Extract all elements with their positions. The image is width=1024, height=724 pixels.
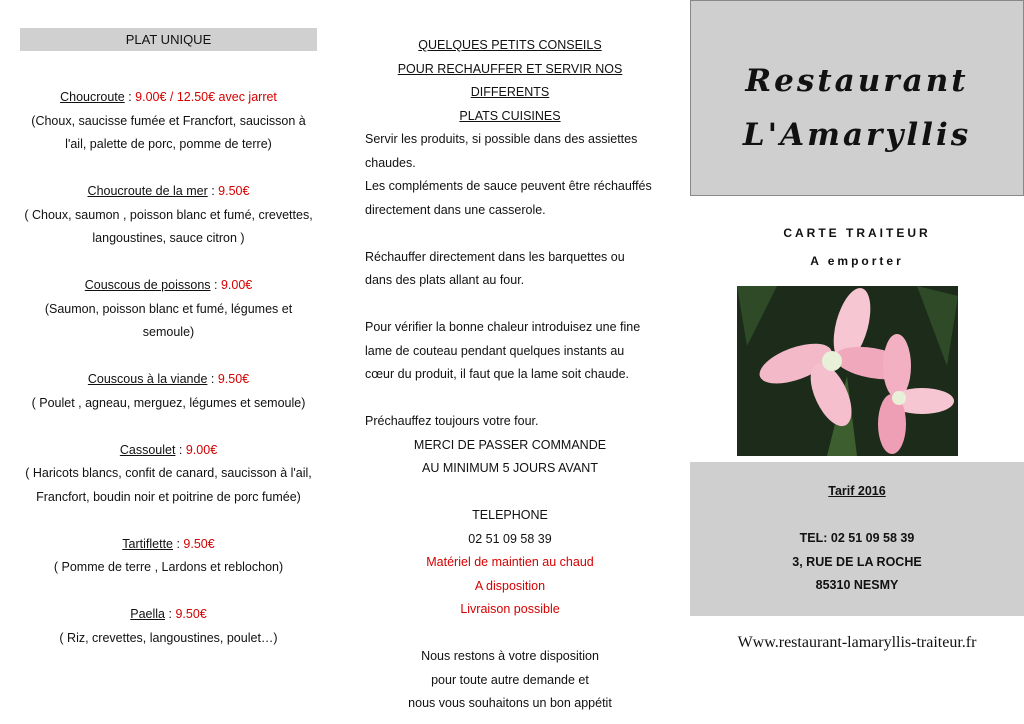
contact-tel: TEL: 02 51 09 58 39 [799, 531, 915, 545]
advice-title-2: POUR RECHAUFFER ET SERVIR NOS DIFFERENTS [397, 61, 623, 99]
closing-line-1: Nous restons à votre disposition [421, 649, 599, 663]
dish-description: ( Haricots blancs, confit de canard, saucisson à l'ail, Francfort, boudin noir et poitrine de porc fumée) [25, 466, 312, 504]
advice-column [365, 34, 655, 716]
dish-price: 9.50€ [217, 372, 250, 386]
dish-name: Couscous de poissons [84, 278, 211, 292]
restaurant-title: Restaurant [745, 63, 969, 99]
dish-price: 9.00€ [185, 442, 218, 457]
phone-label: TELEPHONE [472, 508, 548, 522]
address-line-2: 85310 NESMY [815, 578, 899, 592]
order-line-1: MERCI DE PASSER COMMANDE [413, 437, 607, 452]
menu-header: PLAT UNIQUE [20, 28, 317, 51]
title-box [690, 0, 1024, 196]
availability-note: A disposition [474, 578, 546, 593]
carte-traiteur: CARTE TRAITEUR [783, 226, 931, 240]
dish-name: Couscous à la viande [87, 372, 208, 386]
amaryllis-photo [737, 286, 958, 456]
address-line-1: 3, RUE DE LA ROCHE [792, 554, 922, 569]
dish-description: ( Poulet , agneau, merguez, légumes et semoule) [31, 395, 306, 410]
dish-description: ( Riz, crevettes, langoustines, poulet…) [59, 630, 278, 645]
menu-dish: Choucroute de la mer : 9.50€ ( Choux, saumon , poisson blanc et fumé, crevettes, langoustines, sauce citron ) [20, 180, 317, 251]
menu-dish: Paella : 9.50€ ( Riz, crevettes, langoustines, poulet…) [20, 603, 317, 650]
phone-number: 02 51 09 58 39 [468, 531, 552, 546]
advice-title-1: QUELQUES PETITS CONSEILS [418, 38, 602, 52]
dish-name: Choucroute de la mer [87, 184, 208, 198]
dish-price: 9.00€ [220, 278, 253, 292]
advice-p2: Les compléments de sauce peuvent être réchauffés directement dans une casserole. [365, 179, 652, 217]
advice-p5: Préchauffez toujours votre four. [365, 414, 539, 428]
tarif: Tarif 2016 [828, 484, 886, 498]
restaurant-name: L'Amaryllis [742, 117, 972, 153]
delivery-note: Livraison possible [460, 602, 560, 616]
dish-price: 9.50€ [218, 184, 250, 198]
dish-description: ( Pomme de terre , Lardons et reblochon) [53, 560, 284, 574]
dish-name: Tartiflette [122, 536, 173, 551]
closing-line-2: pour toute autre demande et [431, 672, 589, 687]
dish-price: 9.50€ [183, 536, 215, 551]
dish-description: (Saumon, poisson blanc et fumé, légumes et semoule) [44, 301, 293, 339]
closing-line-3: nous vous souhaitons un bon appétit [408, 696, 612, 710]
menu-column [20, 28, 317, 674]
menu-dish: Tartiflette : 9.50€ ( Pomme de terre , Lardons et reblochon) [20, 533, 317, 580]
menu-dish: Couscous de poissons : 9.00€ (Saumon, poisson blanc et fumé, légumes et semoule) [20, 274, 317, 345]
equipment-note: Matériel de maintien au chaud [426, 555, 594, 569]
dish-name: Cassoulet [119, 442, 176, 457]
menu-dish: Cassoulet : 9.00€ ( Haricots blancs, confit de canard, saucisson à l'ail, Francfort, boudin noir et poitrine de porc fumée) [20, 439, 317, 510]
menu-dish: Couscous à la viande : 9.50€ ( Poulet , agneau, merguez, légumes et semoule) [20, 368, 317, 415]
dish-name: Choucroute [60, 90, 125, 104]
menu-dish: Choucroute : 9.00€ / 12.50€ avec jarret (Choux, saucisse fumée et Francfort, saucisson à l'ail, palette de porc, pomme de terre) [20, 86, 317, 157]
advice-p3: Réchauffer directement dans les barquettes ou dans des plats allant au four. [365, 249, 625, 287]
dish-name: Paella [130, 607, 166, 621]
advice-p4: Pour vérifier la bonne chaleur introduisez une fine lame de couteau pendant quelques instants au cœur du produit, il faut que la lame soit chaude. [365, 320, 641, 381]
dish-price: 9.00€ / 12.50€ avec jarret [135, 90, 277, 104]
order-line-2: AU MINIMUM 5 JOURS AVANT [422, 461, 598, 475]
dish-description: (Choux, saucisse fumée et Francfort, saucisson à l'ail, palette de porc, pomme de terre) [31, 113, 306, 151]
advice-title-3: PLATS CUISINES [459, 108, 561, 123]
advice-p1: Servir les produits, si possible dans des assiettes chaudes. [365, 132, 638, 170]
website-link[interactable]: Www.restaurant-lamaryllis-traiteur.fr [737, 634, 977, 651]
info-box [690, 462, 1024, 616]
a-emporter: A emporter [810, 254, 904, 268]
dish-description: ( Choux, saumon , poisson blanc et fumé, crevettes, langoustines, sauce citron ) [24, 207, 313, 245]
dish-price: 9.50€ [175, 607, 207, 621]
